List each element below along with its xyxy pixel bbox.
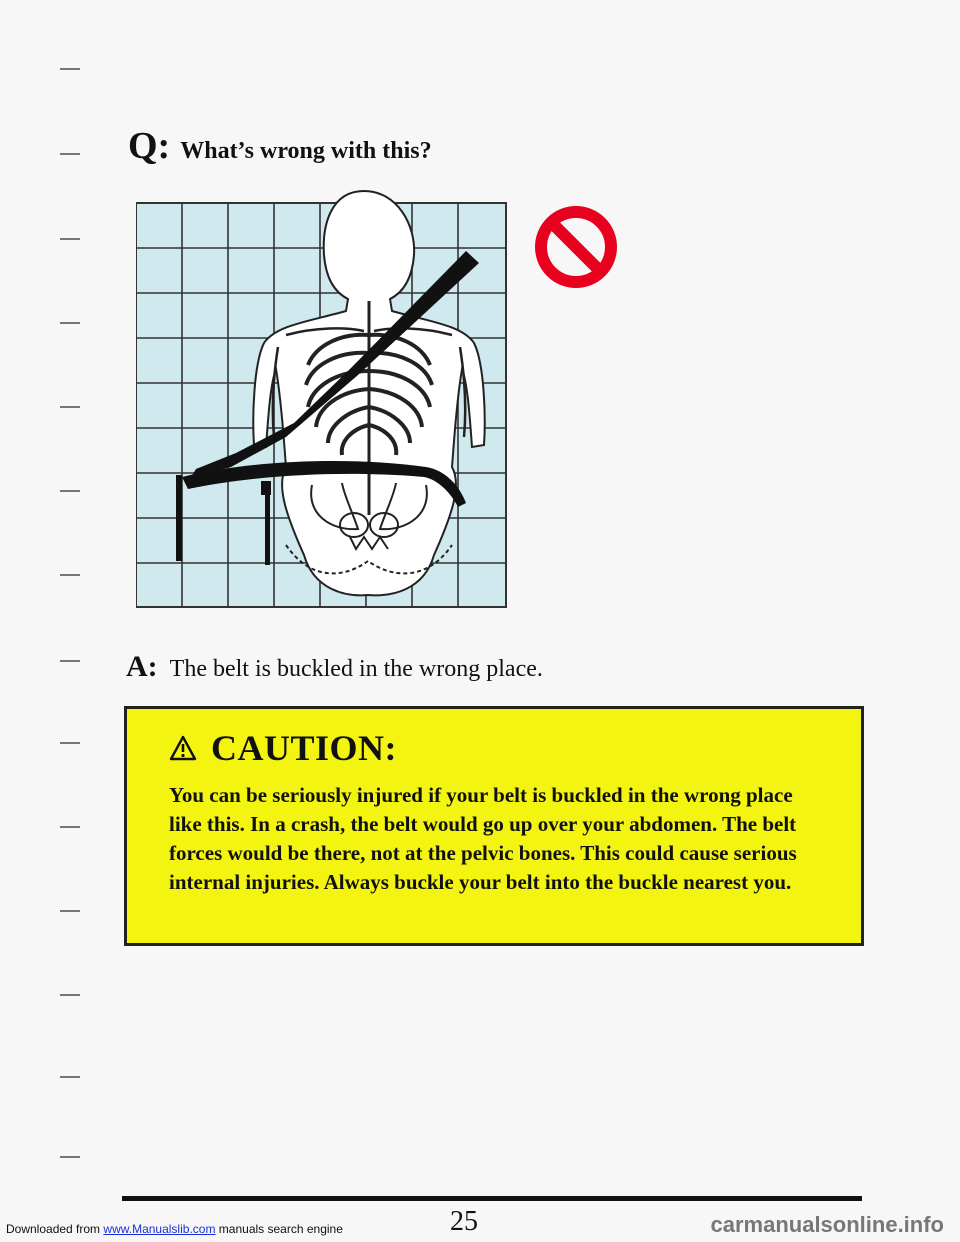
question-label: Q: bbox=[128, 125, 171, 167]
margin-mark bbox=[60, 490, 80, 492]
seatbelt-illustration bbox=[136, 185, 508, 609]
caution-title: CAUTION: bbox=[211, 728, 398, 768]
prohibition-icon bbox=[532, 203, 620, 291]
margin-mark bbox=[60, 742, 80, 744]
margin-mark bbox=[60, 406, 80, 408]
margin-mark bbox=[60, 1076, 80, 1078]
margin-mark bbox=[60, 994, 80, 996]
answer bbox=[126, 650, 543, 684]
warning-triangle-icon bbox=[169, 735, 197, 761]
margin-mark bbox=[60, 68, 80, 70]
margin-mark bbox=[60, 322, 80, 324]
answer-text: The belt is buckled in the wrong place. bbox=[169, 656, 543, 682]
caution-body: You can be seriously injured if your belt is buckled in the wrong place like this. In a crash, the belt would go up over your abdomen. The belt forces would be there, not at the pelvic bones. This could cause serious internal injuries. Always buckle your belt into the buckle nearest you. bbox=[169, 783, 797, 894]
margin-mark bbox=[60, 1156, 80, 1158]
manualslib-link[interactable]: www.Manualslib.com bbox=[103, 1222, 216, 1236]
margin-mark bbox=[60, 238, 80, 240]
margin-mark bbox=[60, 153, 80, 155]
download-prefix: Downloaded from bbox=[6, 1222, 101, 1236]
margin-mark bbox=[60, 574, 80, 576]
download-suffix: manuals search engine bbox=[218, 1222, 343, 1236]
watermark: carmanualsonline.info bbox=[710, 1212, 944, 1237]
answer-label: A: bbox=[126, 650, 158, 683]
margin-mark bbox=[60, 660, 80, 662]
margin-mark bbox=[60, 826, 80, 828]
margin-mark bbox=[60, 910, 80, 912]
page-number: 25 bbox=[450, 1206, 478, 1237]
question bbox=[128, 124, 432, 168]
question-text: What’s wrong with this? bbox=[180, 138, 432, 164]
footer-rule bbox=[122, 1196, 862, 1201]
caution-box bbox=[124, 706, 864, 946]
caution-header bbox=[169, 727, 839, 769]
download-note bbox=[6, 1222, 343, 1236]
